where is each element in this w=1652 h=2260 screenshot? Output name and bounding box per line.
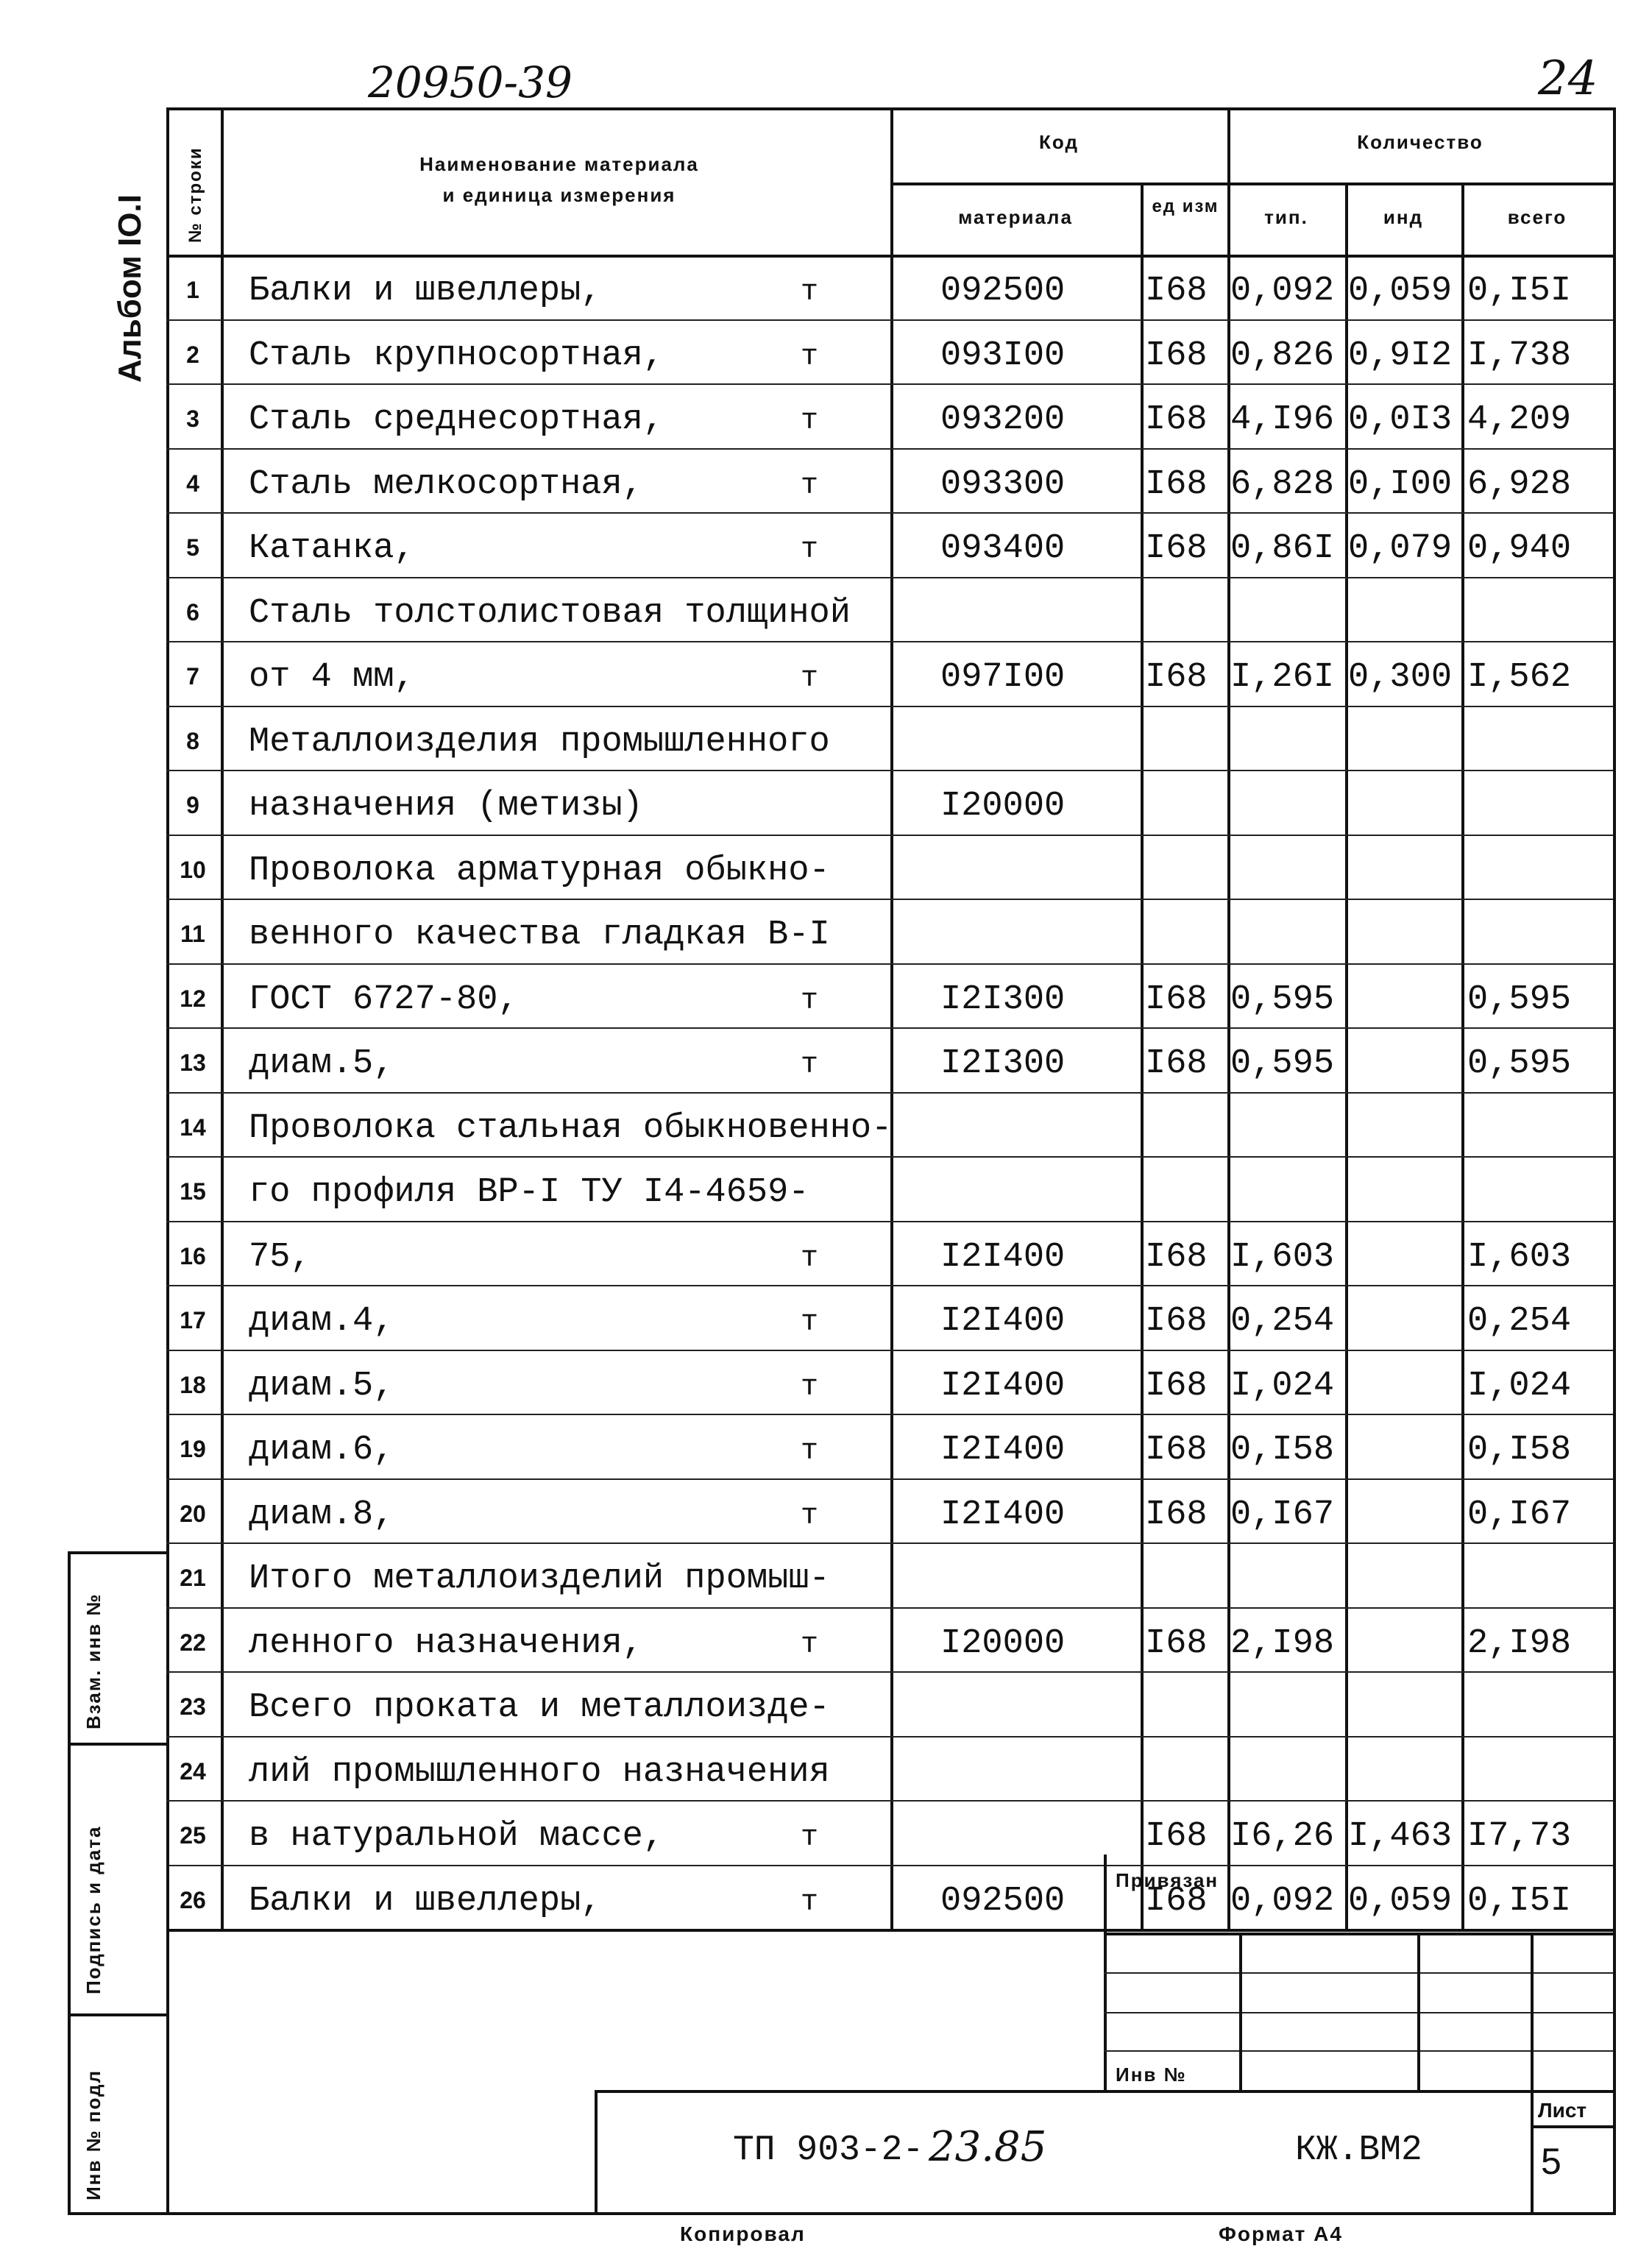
row-separator: [166, 383, 1613, 385]
frame-right-lower: [1613, 1855, 1616, 2214]
unit-code: I68: [1145, 1302, 1208, 1341]
unit-of-measure: т: [801, 1435, 819, 1468]
qty-total: I,024: [1467, 1366, 1572, 1406]
qty-typ: 0,I58: [1230, 1431, 1335, 1470]
unit-code: I68: [1145, 1817, 1208, 1856]
side-stamp-podpis-data: Подпись и дата: [82, 1825, 104, 1994]
qty-total: I7,73: [1467, 1817, 1572, 1856]
qty-total: 0,I58: [1467, 1431, 1572, 1470]
material-code: 092500: [940, 1881, 1066, 1921]
material-code: I2I400: [940, 1302, 1066, 1341]
unit-code: I68: [1145, 1495, 1208, 1534]
material-name: Металлоизделия промышленного: [249, 722, 830, 762]
material-code: I20000: [940, 1623, 1066, 1663]
row-number: 4: [186, 470, 199, 497]
col-border-left: [166, 107, 169, 1932]
col-border-ed: [1141, 183, 1144, 1932]
qty-ind: 0,059: [1348, 272, 1453, 311]
row-number: 23: [180, 1693, 206, 1720]
qty-typ: 2,I98: [1230, 1623, 1335, 1663]
col-border-right: [1613, 107, 1616, 1932]
row-separator: [166, 641, 1613, 642]
col-header-code-material: материала: [958, 206, 1073, 228]
qty-typ: 0,595: [1230, 1044, 1335, 1083]
unit-code: I68: [1145, 1366, 1208, 1406]
col-header-name-line2: и единица измерения: [442, 184, 676, 206]
material-name: ленного назначения,: [249, 1623, 643, 1663]
material-code: 093200: [940, 400, 1066, 439]
qty-typ: 6,828: [1230, 464, 1335, 504]
privyazan-label: Привязан: [1116, 1869, 1219, 1891]
row-number: 13: [180, 1049, 206, 1076]
unit-of-measure: т: [801, 1821, 819, 1855]
col-header-qty-ind: инд: [1383, 206, 1424, 228]
row-separator: [166, 1027, 1613, 1029]
material-code: 097I00: [940, 658, 1066, 697]
unit-code: I68: [1145, 1431, 1208, 1470]
unit-of-measure: т: [801, 1370, 819, 1404]
qty-total: I,562: [1467, 658, 1572, 697]
material-code: I2I400: [940, 1431, 1066, 1470]
drawing-mark: КЖ.ВМ2: [1295, 2130, 1422, 2170]
material-name: Проволока стальная обыкновенно-: [249, 1108, 893, 1148]
row-number: 1: [186, 277, 199, 303]
qty-ind: 0,9I2: [1348, 336, 1453, 375]
qty-typ: I,26I: [1230, 658, 1335, 697]
row-number: 20: [180, 1500, 206, 1527]
material-name: Катанка,: [249, 529, 415, 568]
row-separator: [166, 1865, 1613, 1866]
qty-total: 0,940: [1467, 529, 1572, 568]
side-stamp-border-left: [68, 1553, 71, 2215]
row-separator: [166, 835, 1613, 836]
frame-left-lower: [166, 1855, 169, 2214]
material-code: I2I300: [940, 980, 1066, 1019]
material-name: Проволока арматурная обыкно-: [249, 851, 830, 890]
row-number: 3: [186, 405, 199, 432]
col-header-quantity: Количество: [1357, 131, 1483, 153]
material-name: ГОСТ 6727-80,: [249, 980, 519, 1019]
album-label: Альбом IO.I: [112, 194, 148, 383]
col-header-qty-total: всего: [1507, 206, 1567, 228]
footer-copied: Копировал: [680, 2222, 806, 2245]
unit-of-measure: т: [801, 1306, 819, 1339]
side-stamp-divider-2: [68, 2013, 168, 2016]
qty-total: 0,254: [1467, 1302, 1572, 1341]
unit-of-measure: т: [801, 534, 819, 567]
unit-code: I68: [1145, 400, 1208, 439]
row-number: 21: [180, 1565, 206, 1591]
unit-code: I68: [1145, 980, 1208, 1019]
material-name: диам.5,: [249, 1366, 394, 1406]
footer-format: Формат А4: [1219, 2222, 1343, 2245]
material-name: Итого металлоизделий промыш-: [249, 1559, 830, 1598]
qty-total: I,603: [1467, 1237, 1572, 1277]
material-code: I2I300: [940, 1044, 1066, 1083]
qty-ind: 0,300: [1348, 658, 1453, 697]
side-stamp-inv-podl: Инв № подл: [82, 2069, 104, 2200]
qty-typ: 0,86I: [1230, 529, 1335, 568]
row-number: 15: [180, 1178, 206, 1205]
row-number: 25: [180, 1822, 206, 1849]
row-separator: [166, 1285, 1613, 1286]
qty-total: 0,I5I: [1467, 1881, 1572, 1921]
material-name: Сталь крупносортная,: [249, 336, 664, 375]
qty-typ: I,603: [1230, 1237, 1335, 1277]
material-code: 093I00: [940, 336, 1066, 375]
privyazan-box-h2: [1104, 1972, 1613, 1974]
qty-ind: 0,059: [1348, 1881, 1453, 1921]
row-number: 18: [180, 1371, 206, 1398]
unit-of-measure: т: [801, 1628, 819, 1662]
row-separator: [166, 448, 1613, 450]
qty-typ: I6,26: [1230, 1817, 1335, 1856]
row-separator: [166, 1607, 1613, 1609]
material-name: го профиля ВР-I ТУ I4-4659-: [249, 1173, 809, 1212]
col-header-code-unit: ед изм: [1152, 196, 1219, 216]
unit-code: I68: [1145, 1881, 1208, 1921]
row-number: 7: [186, 663, 199, 690]
qty-total: 0,595: [1467, 1044, 1572, 1083]
material-name: венного качества гладкая В-I: [249, 915, 830, 954]
row-separator: [166, 770, 1613, 771]
qty-total: 0,I67: [1467, 1495, 1572, 1534]
inv-no-label: Инв №: [1116, 2064, 1187, 2086]
qty-typ: 0,092: [1230, 1881, 1335, 1921]
qty-ind: 0,I00: [1348, 464, 1453, 504]
row-number: 5: [186, 534, 199, 561]
qty-total: 0,I5I: [1467, 272, 1572, 311]
row-number: 14: [180, 1113, 206, 1141]
title-block-sheet-divider: [1531, 2125, 1614, 2128]
col-border-total: [1461, 183, 1464, 1932]
material-code: I20000: [940, 787, 1066, 826]
unit-of-measure: т: [801, 1885, 819, 1919]
row-separator: [166, 963, 1613, 965]
row-separator: [166, 1800, 1613, 1802]
row-separator: [166, 577, 1613, 578]
row-number: 2: [186, 341, 199, 368]
frame-bottom: [68, 2212, 1616, 2215]
privyazan-box-h1: [1104, 1933, 1613, 1935]
row-separator: [166, 1092, 1613, 1094]
qty-total: 4,209: [1467, 400, 1572, 439]
material-name: диам.6,: [249, 1431, 394, 1470]
row-separator: [166, 1671, 1613, 1673]
material-name: от 4 мм,: [249, 658, 415, 697]
material-code: I2I400: [940, 1237, 1066, 1277]
qty-typ: 0,826: [1230, 336, 1335, 375]
qty-ind: 0,079: [1348, 529, 1453, 568]
row-number: 17: [180, 1307, 206, 1333]
unit-code: I68: [1145, 1623, 1208, 1663]
qty-total: 0,595: [1467, 980, 1572, 1019]
col-border-code: [890, 107, 893, 1932]
material-name: назначения (метизы): [249, 787, 643, 826]
row-number: 12: [180, 985, 206, 1012]
row-number: 26: [180, 1886, 206, 1913]
sheet-number: 5: [1541, 2141, 1561, 2182]
material-code: I2I400: [940, 1495, 1066, 1534]
material-name: 75,: [249, 1237, 311, 1277]
row-number: 19: [180, 1436, 206, 1462]
unit-of-measure: т: [801, 984, 819, 1018]
material-name: лий промышленного назначения: [249, 1752, 830, 1792]
qty-typ: 0,092: [1230, 272, 1335, 311]
row-number: 10: [180, 856, 206, 883]
unit-code: I68: [1145, 1237, 1208, 1277]
qty-ind: 0,0I3: [1348, 400, 1453, 439]
unit-of-measure: т: [801, 1241, 819, 1275]
qty-total: I,738: [1467, 336, 1572, 375]
material-code: 093400: [940, 529, 1066, 568]
qty-ind: I,463: [1348, 1817, 1453, 1856]
page-number: 24: [1538, 52, 1598, 106]
material-name: Сталь среднесортная,: [249, 400, 664, 439]
qty-typ: 0,I67: [1230, 1495, 1335, 1534]
title-block-top: [595, 2090, 1616, 2093]
unit-of-measure: т: [801, 1049, 819, 1082]
unit-code: I68: [1145, 529, 1208, 568]
privyazan-box-h3: [1104, 2012, 1613, 2013]
privyazan-box-v2: [1417, 1933, 1420, 2090]
material-name: Сталь мелкосортная,: [249, 464, 643, 504]
row-separator: [166, 706, 1613, 707]
doc-code-handwritten: 23.85: [929, 2123, 1047, 2171]
row-separator: [166, 1736, 1613, 1737]
unit-of-measure: т: [801, 340, 819, 374]
row-number: 22: [180, 1629, 206, 1656]
doc-code-printed: ТП 903-2-: [733, 2130, 924, 2170]
row-separator: [166, 1414, 1613, 1415]
row-separator: [166, 1350, 1613, 1351]
row-separator: [166, 1542, 1613, 1544]
material-name: диам.5,: [249, 1044, 394, 1083]
col-header-qty-typ: тип.: [1264, 206, 1308, 228]
row-separator: [166, 1156, 1613, 1158]
material-code: I2I400: [940, 1366, 1066, 1406]
material-name: диам.4,: [249, 1302, 394, 1341]
row-separator: [166, 1221, 1613, 1222]
row-number: 24: [180, 1757, 206, 1785]
side-stamp-divider-1: [68, 1743, 168, 1746]
row-number: 16: [180, 1242, 206, 1269]
row-separator: [166, 319, 1613, 321]
unit-of-measure: т: [801, 469, 819, 503]
unit-code: I68: [1145, 1044, 1208, 1083]
privyazan-box-h4: [1104, 2050, 1613, 2052]
row-number: 8: [186, 727, 199, 754]
col-header-row-no: № строки: [185, 146, 205, 243]
header-mid-border: [890, 183, 1616, 185]
unit-of-measure: т: [801, 1499, 819, 1533]
unit-code: I68: [1145, 658, 1208, 697]
material-code: 093300: [940, 464, 1066, 504]
material-name: Балки и швеллеры,: [249, 272, 602, 311]
row-separator: [166, 899, 1613, 900]
row-number: 6: [186, 598, 199, 626]
material-name: Всего проката и металлоизде-: [249, 1688, 830, 1727]
col-border-name: [221, 107, 224, 1932]
qty-typ: 4,I96: [1230, 400, 1335, 439]
unit-of-measure: т: [801, 276, 819, 309]
row-separator: [166, 512, 1613, 514]
privyazan-box-v3: [1531, 1933, 1534, 2090]
unit-of-measure: т: [801, 405, 819, 438]
material-code: 092500: [940, 272, 1066, 311]
qty-total: 2,I98: [1467, 1623, 1572, 1663]
unit-code: I68: [1145, 464, 1208, 504]
material-name: в натуральной массе,: [249, 1817, 664, 1856]
row-number: 9: [186, 792, 199, 818]
sheet-label: Лист: [1538, 2099, 1587, 2122]
col-header-code: Код: [1039, 131, 1079, 153]
qty-typ: 0,254: [1230, 1302, 1335, 1341]
unit-of-measure: т: [801, 662, 819, 695]
side-stamp-vzam-inv: Взам. инв №: [82, 1593, 104, 1729]
col-header-name-line1: Наименование материала: [419, 153, 699, 175]
col-border-ind: [1345, 183, 1348, 1932]
row-separator: [166, 1478, 1613, 1480]
unit-code: I68: [1145, 272, 1208, 311]
handwritten-doc-code: 20950-39: [368, 57, 572, 107]
qty-typ: I,024: [1230, 1366, 1335, 1406]
material-name: Балки и швеллеры,: [249, 1881, 602, 1921]
row-number: 11: [180, 921, 205, 947]
title-block-left: [595, 2090, 598, 2214]
side-stamp-border-top: [68, 1551, 168, 1554]
qty-total: 6,928: [1467, 464, 1572, 504]
unit-code: I68: [1145, 336, 1208, 375]
qty-typ: 0,595: [1230, 980, 1335, 1019]
privyazan-box-v1: [1239, 1933, 1242, 2090]
material-name: диам.8,: [249, 1495, 394, 1534]
title-block-sheet-left: [1531, 2090, 1534, 2214]
material-name: Сталь толстолистовая толщиной: [249, 593, 851, 633]
